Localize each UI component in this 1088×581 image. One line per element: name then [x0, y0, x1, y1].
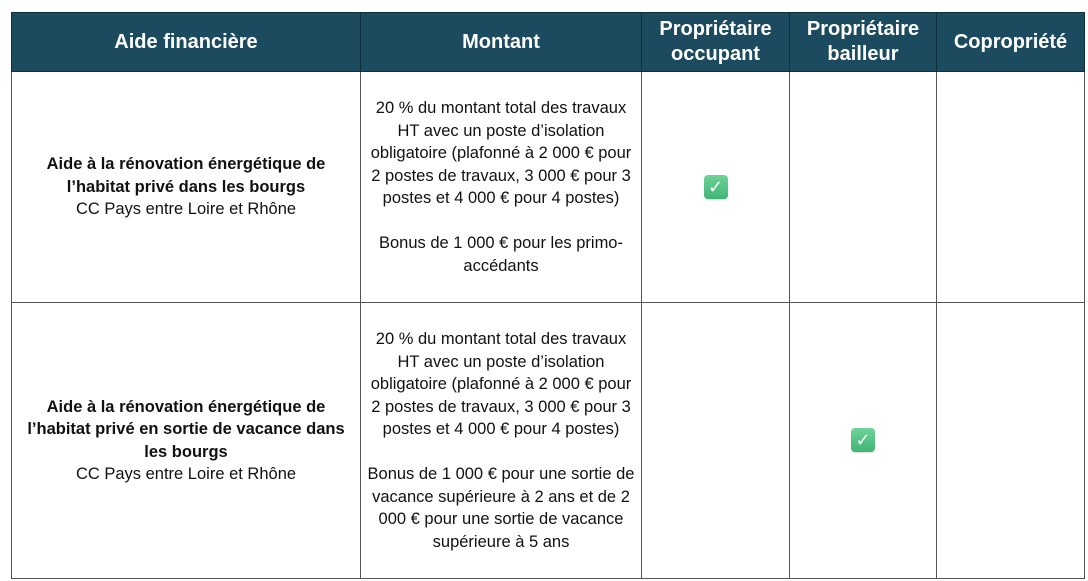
- header-bailleur-line1: Propriétaire: [806, 18, 920, 40]
- header-row: [12, 13, 1085, 72]
- montant-cell: [361, 72, 642, 303]
- bailleur-cell: [790, 303, 937, 579]
- header-montant-label: Montant: [462, 30, 540, 53]
- header-montant: [361, 13, 642, 72]
- header-bailleur: [790, 13, 937, 72]
- header-occupant-line2: occupant: [671, 43, 760, 65]
- header-copro: [937, 13, 1085, 72]
- aide-org: CC Pays entre Loire et Rhône: [75, 465, 297, 483]
- check-box-icon: ✓: [704, 175, 728, 199]
- header-occupant-line1: Propriétaire: [659, 18, 772, 40]
- aid-table-container: [11, 12, 1085, 579]
- aid-table: [11, 12, 1085, 579]
- copro-cell: [937, 303, 1085, 579]
- amount-spacer: [367, 210, 635, 233]
- amount-bonus: Bonus de 1 000 € pour les primo-accédants: [379, 234, 623, 275]
- aide-name: Aide à la rénovation énergétique de l’habitat privé dans les bourgs: [46, 155, 326, 196]
- header-aide: [12, 13, 361, 72]
- bailleur-cell: [790, 72, 937, 303]
- amount-main: 20 % du montant total des travaux HT avec un poste d’isolation obligatoire (plafonné à 2 000 € pour 2 postes de travaux, 3 000 € pour 3 postes et 4 000 € pour 4 postes): [370, 99, 632, 207]
- aide-org: CC Pays entre Loire et Rhône: [75, 200, 297, 219]
- amount-bonus: Bonus de 1 000 € pour une sortie de vacance supérieure à 2 ans et de 2 000 € pour une sortie de vacance supérieure à 5 ans: [367, 465, 635, 551]
- amount-main: 20 % du montant total des travaux HT avec un poste d’isolation obligatoire (plafonné à 2 000 € pour 2 postes de travaux, 3 000 € pour 3 postes et 4 000 € pour 4 postes): [370, 330, 632, 438]
- aide-cell: [12, 72, 361, 303]
- copro-cell: [937, 72, 1085, 303]
- table-row: [12, 303, 1085, 579]
- check-box-icon: ✓: [851, 428, 875, 452]
- occupant-cell: [642, 72, 790, 303]
- amount-spacer: [367, 441, 635, 464]
- table-row: [12, 72, 1085, 303]
- header-copro-label: Copropriété: [953, 30, 1068, 53]
- montant-cell: [361, 303, 642, 579]
- header-occupant: [642, 13, 790, 72]
- aide-name: Aide à la rénovation énergétique de l’habitat privé en sortie de vacance dans les bourgs: [27, 397, 345, 461]
- occupant-cell: [642, 303, 790, 579]
- header-bailleur-line2: bailleur: [827, 43, 899, 65]
- aide-cell: [12, 303, 361, 579]
- header-aide-label: Aide financière: [114, 30, 258, 53]
